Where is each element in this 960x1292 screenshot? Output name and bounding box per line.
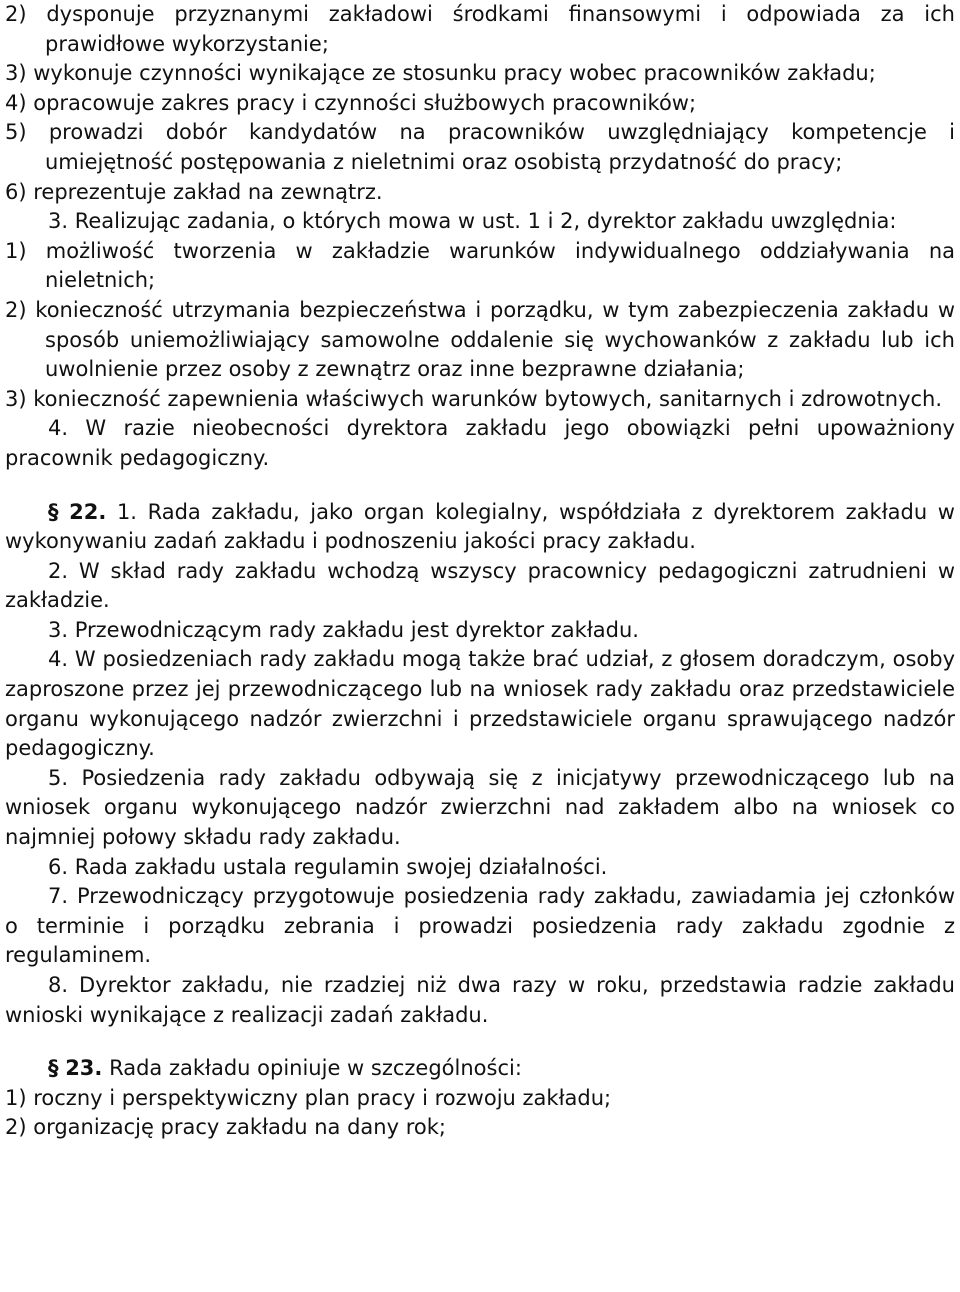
section-sign-icon: § <box>48 1056 59 1081</box>
paragraph: 3. Realizując zadania, o których mowa w ust. 1 i 2, dyrektor zakładu uwzględnia: <box>48 209 897 234</box>
paragraph: 3. Przewodniczącym rady zakładu jest dyrektor zakładu. <box>48 617 639 642</box>
paragraph: 4. W razie nieobecności dyrektora zakładu jego obowiązki pełni upoważniony pracownik pedagogiczny. <box>5 416 955 470</box>
paragraph: 8. Dyrektor zakładu, nie rzadziej niż dwa razy w roku, przedstawia radzie zakładu wnioski wynikające z realizacji zadań zakładu. <box>5 973 955 1027</box>
section-23 <box>5 1054 955 1084</box>
section-number: 23. <box>65 1056 103 1081</box>
document-page <box>5 0 955 1143</box>
list-item: 1) roczny i perspektywiczny plan pracy i rozwoju zakładu; <box>5 1085 612 1110</box>
paragraph: 6. Rada zakładu ustala regulamin swojej działalności. <box>48 854 608 879</box>
section-22 <box>5 498 955 557</box>
spacer <box>5 474 955 498</box>
section-text: Rada zakładu opiniuje w szczególności: <box>102 1056 522 1081</box>
spacer <box>5 1030 955 1054</box>
list-item: 4) opracowuje zakres pracy i czynności służbowych pracowników; <box>5 90 697 115</box>
paragraph: 2. W skład rady zakładu wchodzą wszyscy pracownicy pedagogiczni zatrudnieni w zakładzie. <box>5 558 955 613</box>
paragraph: 5. Posiedzenia rady zakładu odbywają się z inicjatywy przewodniczącego lub na wniosek organu wykonującego nadzór zwierzchni nad zakładem albo na wniosek co najmniej połowy składu rady zakładu. <box>5 765 955 850</box>
list-item: 5) prowadzi dobór kandydatów na pracowników uwzględniający kompetencje i umiejętność postępowania z nieletnimi oraz osobistą przydatność do pracy; <box>5 120 955 174</box>
list-item: 3) konieczność zapewnienia właściwych warunków bytowych, sanitarnych i zdrowotnych. <box>5 386 943 411</box>
list-item: 2) dysponuje przyznanymi zakładowi środkami finansowymi i odpowiada za ich prawidłowe wykorzystanie; <box>5 2 955 56</box>
section-sign-icon: § <box>48 499 59 524</box>
list-item: 6) reprezentuje zakład na zewnątrz. <box>5 179 383 204</box>
list-item: 2) organizację pracy zakładu na dany rok; <box>5 1115 446 1140</box>
paragraph: 7. Przewodniczący przygotowuje posiedzenia rady zakładu, zawiadamia jej członków o terminie i porządku zebrania i prowadzi posiedzenia rady zakładu zgodnie z regulaminem. <box>5 884 955 968</box>
list-item: 1) możliwość tworzenia w zakładzie warunków indywidualnego oddziaływania na nieletnich; <box>5 238 955 293</box>
section-number: 22. <box>69 499 107 524</box>
list-item: 2) konieczność utrzymania bezpieczeństwa i porządku, w tym zabezpieczenia zakładu w sposób uniemożliwiający samowolne oddalenie się wychowanków z zakładu lub ich uwolnienie przez osoby z zewnątrz oraz inne bezprawne działania; <box>5 297 955 382</box>
section-text: 1. Rada zakładu, jako organ kolegialny, współdziała z dyrektorem zakładu w wykonywaniu zadań zakładu i podnoszeniu jakości pracy zakładu. <box>5 499 955 554</box>
list-item: 3) wykonuje czynności wynikające ze stosunku pracy wobec pracowników zakładu; <box>5 61 876 86</box>
paragraph: 4. W posiedzeniach rady zakładu mogą także brać udział, z głosem doradczym, osoby zaproszone przez jej przewodniczącego lub na wniosek rady zakładu oraz przedstawiciele organu wykonującego nadzór zwierzchni i przedstawiciele organu sprawującego nadzór pedagogiczny. <box>5 647 955 761</box>
